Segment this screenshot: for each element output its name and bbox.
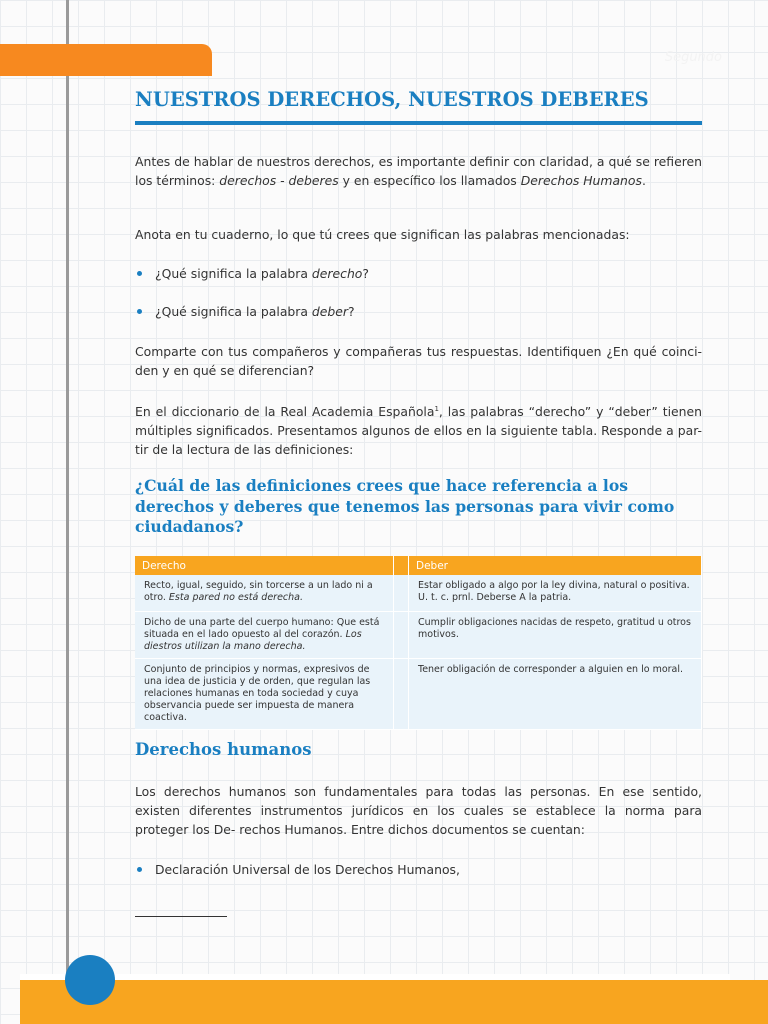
column-gap xyxy=(394,612,409,659)
bullet-text: ¿Qué significa la palabra xyxy=(155,304,312,319)
dictionary-text: En el diccionario de la Real Academia Española xyxy=(135,404,435,420)
intro-text: . xyxy=(641,173,646,188)
cell-example: Esta pared no está derecha. xyxy=(168,592,304,603)
corner-label: Segundo xyxy=(664,50,722,65)
intro-paragraph xyxy=(135,152,702,190)
dictionary-text: , las palabras “derecho” y “deber” tienen múltiples significados. Presentamos algunos de ellos en la siguiente tabla. Responde a par- tir de la lectura de las definiciones: xyxy=(135,404,702,458)
section-heading-human-rights: Derechos humanos xyxy=(135,740,312,759)
intro-emphasis-human-rights: Derechos Humanos xyxy=(520,173,642,188)
page-number-circle xyxy=(65,955,115,1005)
definitions-table xyxy=(135,556,702,730)
human-rights-paragraph: Los derechos humanos son fundamentales para todas las personas. En ese sentido, existen diferentes instrumentos jurídicos en los cuales se establece la norma para proteger los De- rechos Humanos. Entre dichos documentos se cuentan: xyxy=(135,784,702,837)
footnote-marker: 1 xyxy=(434,405,439,413)
cell-text: Recto, igual, seguido, sin torcerse a un lado ni a otro. xyxy=(144,580,373,603)
notebook-margin-line xyxy=(66,0,69,1024)
question-heading: ¿Cuál de las definiciones crees que hace referencia a los derechos y deberes que tenemos las personas para vivir como ciudadanos? xyxy=(135,476,675,536)
instruction-paragraph: Anota en tu cuaderno, lo que tú crees que significan las palabras mencionadas: xyxy=(135,227,630,242)
table-row xyxy=(135,659,702,730)
derecho-cell xyxy=(135,612,394,659)
bullet-item: Declaración Universal de los Derechos Humanos, xyxy=(155,862,460,877)
column-header-derecho: Derecho xyxy=(135,556,394,575)
deber-cell: Estar obligado a algo por la ley divina, natural o positiva. U. t. c. prnl. Deberse A la patria. xyxy=(409,575,702,612)
column-gap xyxy=(394,575,409,612)
bullet-text: ? xyxy=(362,266,369,281)
table-row xyxy=(135,575,702,612)
header-tab xyxy=(0,44,212,76)
derecho-cell xyxy=(135,575,394,612)
dictionary-paragraph xyxy=(135,400,702,459)
intro-text: Antes de hablar de nuestros derechos, es importante definir con claridad, a qué se refieren los términos: xyxy=(135,154,702,188)
bullet-emphasis: derecho xyxy=(311,266,363,281)
bullet-emphasis: deber xyxy=(311,304,348,319)
column-gap xyxy=(394,556,409,575)
column-header-deber: Deber xyxy=(409,556,702,575)
table-row xyxy=(135,612,702,659)
cell-text: Dicho de una parte del cuerpo humano: Que está situada en el lado opuesto al del corazón. xyxy=(144,617,380,640)
cell-text: Conjunto de principios y normas, expresivos de una idea de justicia y de orden, que regulan las relaciones humanas en toda sociedad y cuya observancia puede ser impuesta de manera coactiva. xyxy=(144,664,371,723)
table-header-row xyxy=(135,556,702,575)
cell-example: Los diestros utilizan la mano derecha. xyxy=(144,629,362,652)
derecho-cell xyxy=(135,659,394,730)
title-underline xyxy=(135,121,702,125)
footer-bar xyxy=(20,980,768,1024)
intro-text: y en específico los llamados xyxy=(338,173,521,188)
intro-emphasis-terms: derechos - deberes xyxy=(219,173,339,188)
deber-cell: Cumplir obligaciones nacidas de respeto, gratitud u otros motivos. xyxy=(409,612,702,659)
bullet-text: ¿Qué significa la palabra xyxy=(155,266,312,281)
deber-cell: Tener obligación de corresponder a alguien en lo moral. xyxy=(409,659,702,730)
bullet-item xyxy=(155,302,355,321)
share-paragraph: Comparte con tus compañeros y compañeras tus respuestas. Identifiquen ¿En qué coinci- den y en qué se diferencian? xyxy=(135,344,702,378)
footnote-divider xyxy=(135,916,227,917)
bullet-text: ? xyxy=(348,304,355,319)
column-gap xyxy=(394,659,409,730)
page-title: NUESTROS DERECHOS, NUESTROS DEBERES xyxy=(135,88,649,111)
bullet-item xyxy=(155,264,369,283)
